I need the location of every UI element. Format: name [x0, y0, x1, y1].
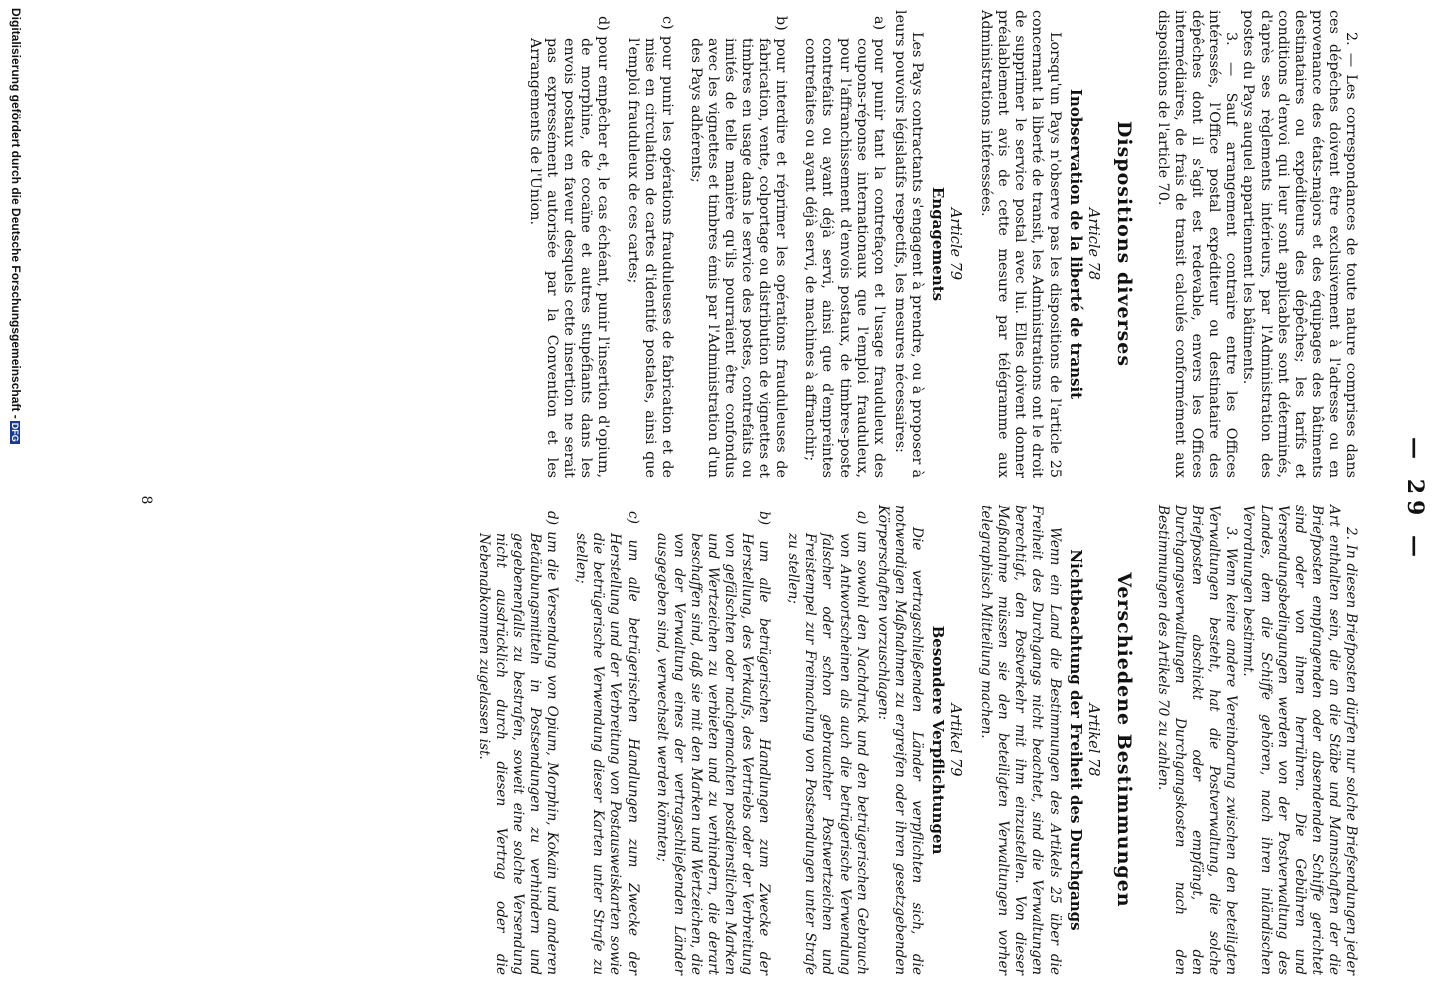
de-item-c: c) um alle betrügerischen Handlungen zum Zwecke der Herstellung und der Verbreitung von Postausweiskarten sowie die betrügerische Verwendung dieser Karten unter Strafe zu stellen; — [573, 511, 641, 975]
de-article-79-intro: Die vertragschließenden Länder verpflichten sich, die notwendigen Maßnahmen zu ergreifen oder ihren gesetzgebenden Körperschaften vorzuschlagen: — [874, 505, 925, 975]
fr-item-b: b) pour interdire et réprimer les opérations frauduleuses de fabrication, vente, colportage ou distribution de vignettes et timbres en usage dans le service des postes, contrefaits ou imités de telle manière qu'ils pourraient être confondus avec les vignettes et timbres émis par l'Administration d'un des Pays adhérents; — [687, 16, 790, 478]
de-article-78: Artikel 78 — [1084, 703, 1101, 777]
de-paragraph-2: 2. In diesen Briefposten dürfen nur solche Briefsendungen jeder Art enthalten sein, die an die Stäbe und Mannschaften der die Briefposten empfangenden oder absendenden Schiffe gerichtet sind oder von ihnen herrühren. Die Gebühren und Versendungsbedingungen werden von der Postverwaltung des Landes, dem die Schiffe gehören, nach ihren inländischen Verordnungen bestimmt. — [1240, 505, 1359, 975]
de-article-78-text: Wenn ein Land die Bestimmungen des Artikels 25 über die Freiheit des Durchgangs nicht beachtet, sind die Verwaltungen berechtigt, den Postverkehr mit ihm einzustellen. Von dieser Maßnahme müssen sie den beteiligten Verwaltungen vorher telegraphisch Mitteilung machen. — [978, 505, 1063, 975]
page-number: — 29 — — [1402, 437, 1428, 563]
fr-article-79-title: Engagements — [929, 186, 948, 302]
de-item-a: a) um sowohl den Nachdruck und den betrügerischen Gebrauch von Antwortscheinen als auch die betrügerische Verwendung falscher oder schon gebrauchter Postwertzeichen und Freistempel zur Freimachung von Postsendungen unter Strafe zu stellen; — [785, 511, 870, 975]
fr-article-79: Article 79 — [947, 207, 964, 281]
de-article-79: Artikel 79 — [947, 703, 964, 777]
fr-article-78-text: Lorsqu'un Pays n'observe pas les dispositions de l'article 25 concernant la liberté de transit, les Administrations ont le droit de supprimer le service postal avec lui. Elles doivent donner préalablement avis de cette mesure par télégramme aux Administrations intéressées. — [978, 10, 1063, 478]
fr-article-78-title: Inobservation de la liberté de transit — [1066, 88, 1085, 400]
de-article-79-title: Besondere Verpflichtungen — [929, 625, 948, 855]
fr-paragraph-2: 2. — Les correspondances de toute nature comprises dans ces dépêches doivent être exclusivement à l'adresse ou en provenance des états-majors et des équipages des bâtiments destinataires ou expéditeurs des dépêches; les tarifs et conditions d'envoi qui leur sont applicables sont déterminés, d'après ses règlements intérieurs, par l'Administration des postes du Pays auquel appartiennent les bâtiments. — [1240, 10, 1359, 478]
de-article-78-title: Nichtbeachtung der Freiheit des Durchgangs — [1066, 549, 1085, 931]
page-number-bottom: 8 — [138, 495, 154, 505]
french-column — [526, 10, 1359, 478]
footer-text: Digitalisierung gefördert durch die Deutsche Forschungsgemeinschaft - — [9, 8, 23, 419]
fr-section-title: Dispositions diverses — [1112, 120, 1135, 368]
fr-item-c: c) pour punir les opérations frauduleuses de fabrication et de mise en circulation de cartes d'identité postales, ainsi que l'emploi frauduleux de ces cartes; — [624, 16, 675, 478]
de-section-title: Verschiedene Bestimmungen — [1112, 572, 1135, 908]
german-column — [475, 505, 1359, 975]
fr-article-78: Article 78 — [1084, 207, 1101, 281]
digitization-footer — [9, 8, 23, 988]
fr-item-d: d) pour empêcher et, le cas échéant, punir l'insertion d'opium, de morphine, de cocaïne et autres stupéfiants dans les envois postaux en faveur desquels cette insertion ne serait pas expressément autorisée par la Convention et les Arrangements de l'Union. — [527, 16, 612, 478]
de-item-b: b) um alle betrügerischen Handlungen zum Zwecke der Herstellung, des Verkaufs, des Vertriebs oder der Verbreitung von gefälschten oder nachgemachten postdienstlichen Marken und Wertzeichen zu verbieten und zu verhindern, die derart beschaffen sind, daß sie mit den Marken und Wertzeichen, die von der Verwaltung eines der vertragschließenden Länder ausgegeben sind, verwechselt werden könnten; — [653, 511, 773, 975]
fr-item-a: a) pour punir tant la contrefaçon et l'usage frauduleux des coupons-réponse internationaux que l'emploi frauduleux, pour l'affranchissement d'envois postaux, de timbres-poste contrefaits ou ayant déjà servi, ainsi que d'empreintes contrefaites ou ayant déjà servi, de machines à affranchir; — [802, 16, 887, 478]
dfg-logo: DFG — [10, 422, 20, 442]
fr-article-79-intro: Les Pays contractants s'engagent à prendre, ou à proposer à leurs pouvoirs législatifs respectifs, les mesures nécessaires: — [891, 10, 925, 478]
fr-paragraph-3: 3. — Sauf arrangement contraire entre les Offices intéressés, l'Office postal expéditeur ou destinataire des dépêches dont il s'agit est redevable, envers les Offices intermédiaires, de frais de transit calculés conformément aux dispositions de l'article 70. — [1154, 10, 1240, 478]
de-item-d: d) um die Versendung von Opium, Morphin, Kokain und anderen Betäubungsmitteln in Postsendungen zu verhindern und gegebenenfalls zu bestrafen, soweit eine solche Versendung nicht ausdrücklich durch diesen Vertrag oder die Nebenabkommen zugelassen ist. — [475, 511, 561, 975]
de-paragraph-3: 3. Wenn keine andere Vereinbarung zwischen den beteiligten Verwaltungen besteht, hat die Postverwaltung, die solche Briefposten abschickt oder empfängt, den Durchgangsverwaltungen Durchgangskosten nach den Bestimmungen des Artikels 70 zu zahlen. — [1154, 505, 1240, 975]
